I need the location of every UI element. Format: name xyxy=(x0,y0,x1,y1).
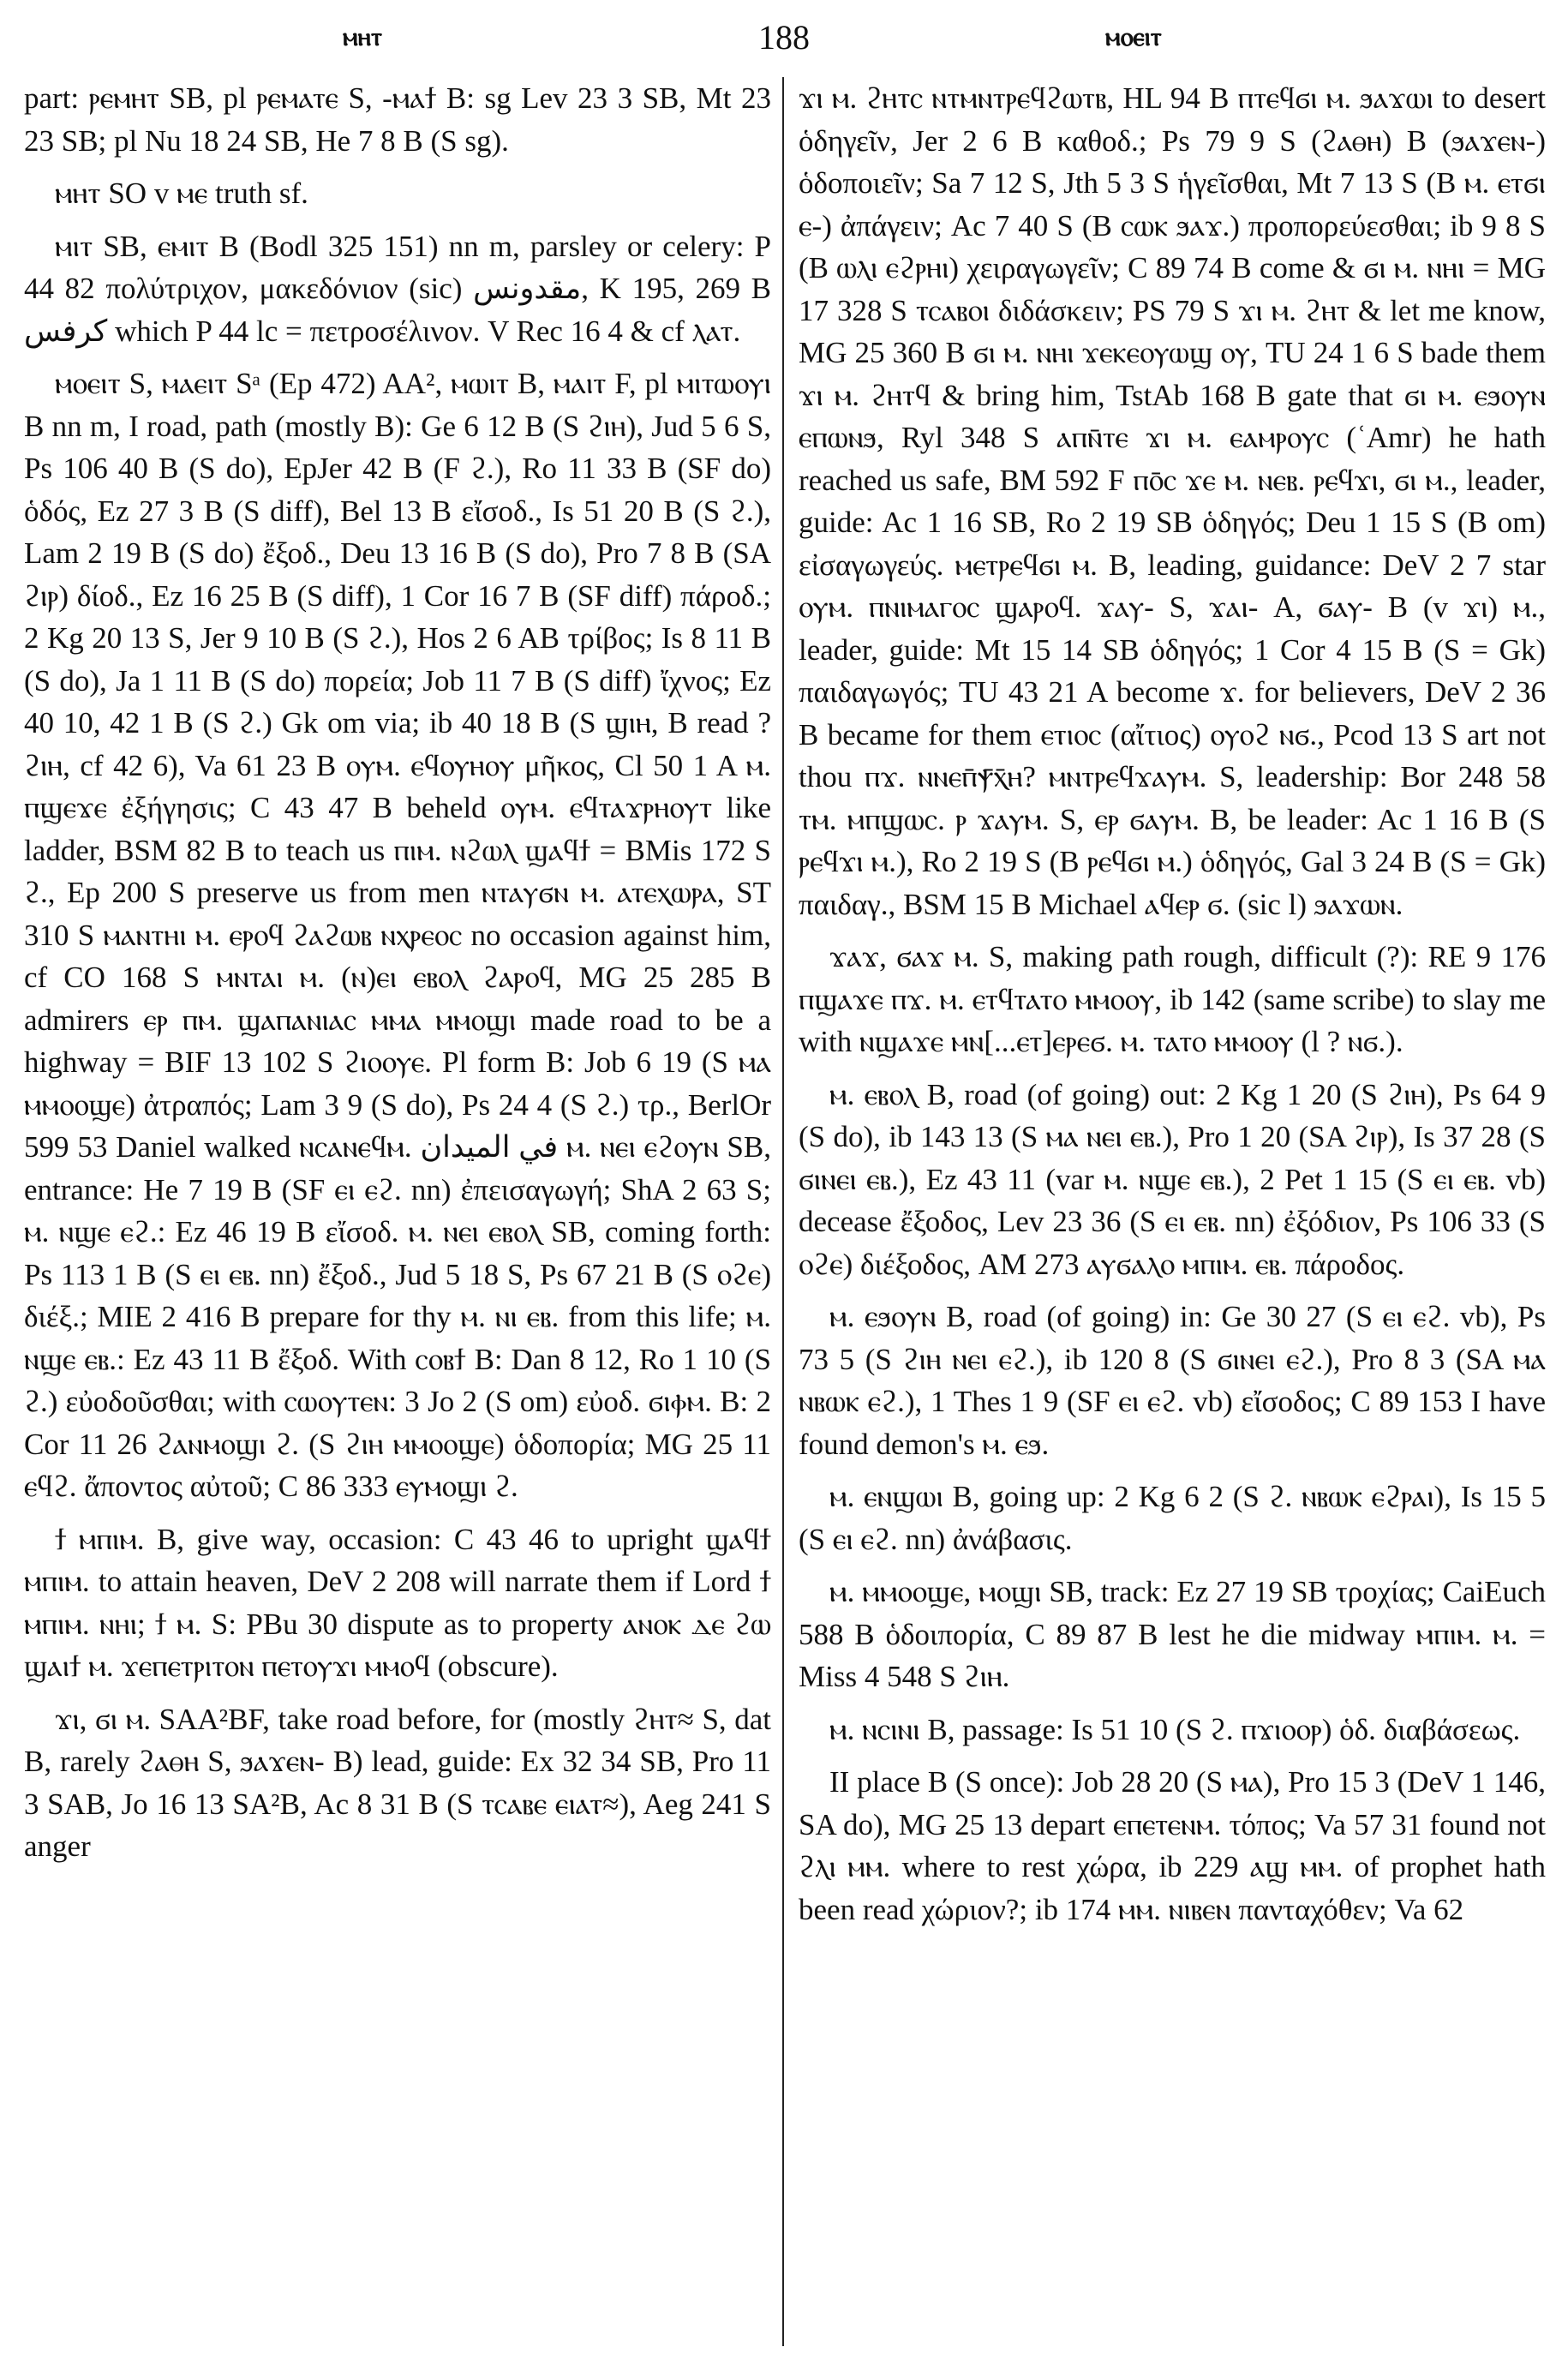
entry-paragraph: part: ⲣⲉⲙⲏⲧ SB, pl ⲣⲉⲙⲁⲧⲉ S, -ⲙⲁϯ B: sg Lev 23 3 SB, Mt 23 23 SB; pl Nu 18 24 SB, He 7 8 B (S sg). xyxy=(24,81,771,158)
running-head-right: ⲙⲟⲉⲓⲧ xyxy=(1105,23,1162,51)
entry-paragraph: ϫⲁϫ, ϭⲁϫ ⲙ. S, making path rough, difficult (?): RE 9 176 ⲡϣⲁϫⲉ ⲡϫ. ⲙ. ⲉⲧϥⲧⲁⲧⲟ ⲙⲙⲟⲟⲩ, ib 142 (same scribe) to slay me with ⲛϣⲁϫⲉ ⲙⲛ[...ⲉⲧ]ⲉⲣⲉϭ. ⲙ. ⲧⲁⲧⲟ ⲙⲙⲟⲟⲩ (l ? ⲛϭ.). xyxy=(799,940,1546,1058)
left-column xyxy=(24,77,771,2348)
page-number: 188 xyxy=(758,18,810,57)
column-divider xyxy=(782,77,784,2346)
entry-paragraph: ⲙ. ⲉⲃⲟⲗ B, road (of going) out: 2 Kg 1 20 (S ϩⲓⲏ), Ps 64 9 (S do), ib 143 13 (S ⲙⲁ ⲛⲉⲓ ⲉⲃ.), Pro 1 20 (SA ϩⲓⲣ), Is 37 28 (S ϭⲓⲛⲉⲓ ⲉⲃ.), Ez 43 11 (var ⲙ. ⲛϣⲉ ⲉⲃ.), 2 Pet 1 15 (S ⲉⲓ ⲉⲃ. vb) decease ἔξοδος, Lev 23 36 (S ⲉⲓ ⲉⲃ. nn) ἐξόδιον, Ps 106 33 (S ⲟϩⲉ) διέξοδος, AM 273 ⲁⲩϭⲁⲗⲟ ⲙⲡⲓⲙ. ⲉⲃ. πάροδος. xyxy=(799,1077,1546,1281)
entry-paragraph: ⲙⲏⲧ SO v ⲙⲉ truth sf. xyxy=(55,177,308,210)
entry-paragraph: ⲙ. ⲉⲛϣⲱⲓ B, going up: 2 Kg 6 2 (S ϩ. ⲛⲃⲱⲕ ⲉϩⲣⲁⲓ), Is 15 5 (S ⲉⲓ ⲉϩ. nn) ἀνάβασις. xyxy=(799,1480,1546,1556)
entry-paragraph: ⲙⲟⲉⲓⲧ S, ⲙⲁⲉⲓⲧ Sᵃ (Ep 472) AA², ⲙⲱⲓⲧ B, ⲙⲁⲓⲧ F, pl ⲙⲓⲧⲱⲟⲩⲓ B nn m, I road, path (mostly B): Ge 6 12 B (S ϩⲓⲏ), Jud 5 6 S, Ps 106 40 B (S do), EpJer 42 B (F ϩ.), Ro 11 33 B (SF do) ὁδός, Ez 27 3 B (S diff), Bel 13 B εἴσοδ., Is 51 20 B (S ϩ.), Lam 2 19 B (S do) ἔξοδ., Deu 13 16 B (S do), Pro 7 8 B (SA ϩⲓⲣ) δίοδ., Ez 16 25 B (S diff), 1 Cor 16 7 B (SF diff) πάροδ.; 2 Kg 20 13 S, Jer 9 10 B (S ϩ.), Hos 2 6 AB τρίβος; Is 8 11 B (S do), Ja 1 11 B (S do) πορεία; Job 11 7 B (S diff) ἴχνος; Ez 40 10, 42 1 B (S ϩ.) Gk om via; ib 40 18 B (S ϣⲓⲏ, B read ? ϩⲓⲏ, cf 42 6), Va 61 23 B ⲟⲩⲙ. ⲉϥⲟⲩⲏⲟⲩ μῆκος, Cl 50 1 A ⲙ. ⲡϣⲉϫⲉ ἐξήγησις; C 43 47 B beheld ⲟⲩⲙ. ⲉϥⲧⲁϫⲣⲏⲟⲩⲧ like ladder, BSM 82 B to teach us ⲡⲓⲙ. ⲛϩⲱⲗ ϣⲁϥϯ = BMis 172 S ϩ., Ep 200 S preserve us from men ⲛⲧⲁⲩϭⲛ ⲙ. ⲁⲧⲉⲭⲱⲣⲁ, ST 310 S ⲙⲁⲛⲧⲏⲓ ⲙ. ⲉⲣⲟϥ ϩⲁϩⲱⲃ ⲛⲭⲣⲉⲟⲥ no occasion against him, cf CO 168 S ⲙⲛⲧⲁⲓ ⲙ. (ⲛ)ⲉⲓ ⲉⲃⲟⲗ ϩⲁⲣⲟϥ, MG 25 285 B admirers ⲉⲣ ⲡⲙ. ϣⲁⲡⲁⲛⲓⲁⲥ ⲙⲙⲁ ⲙⲙⲟϣⲓ made road to be a highway = BIF 13 102 S ϩⲓⲟⲟⲩⲉ. Pl form B: Job 6 19 (S ⲙⲁ ⲙⲙⲟⲟϣⲉ) ἀτραπός; Lam 3 9 (S do), Ps 24 4 (S ϩ.) τρ., BerlOr 599 53 Daniel walked ⲛⲥⲁⲛⲉϥⲙ. في الميدان ⲙ. ⲛⲉⲓ ⲉϩⲟⲩⲛ SB, entrance: He 7 19 B (SF ⲉⲓ ⲉϩ. nn) ἐπεισαγωγή; ShA 2 63 S; ⲙ. ⲛϣⲉ ⲉϩ.: Ez 46 19 B εἴσοδ. ⲙ. ⲛⲉⲓ ⲉⲃⲟⲗ SB, coming forth: Ps 113 1 B (S ⲉⲓ ⲉⲃ. nn) ἔξοδ., Jud 5 18 S, Ps 67 21 B (S ⲟϩⲉ) διέξ.; MIE 2 416 B prepare for thy ⲙ. ⲛⲓ ⲉⲃ. from this life; ⲙ. ⲛϣⲉ ⲉⲃ.: Ez 43 11 B ἔξοδ. With ⲥⲟⲃϯ B: Dan 8 12, Ro 1 10 (S ϩ.) εὐοδοῦσθαι; with ⲥⲱⲟⲩⲧⲉⲛ: 3 Jo 2 (S om) εὐοδ. ϭⲓⲫⲙ. B: 2 Cor 11 26 ϩⲁⲛⲙⲟϣⲓ ϩ. (S ϩⲓⲏ ⲙⲙⲟⲟϣⲉ) ὁδοπορία; MG 25 11 ⲉϥϩ. ἄποντος αὐτοῦ; C 86 333 ⲉⲩⲙⲟϣⲓ ϩ. xyxy=(24,367,771,1503)
entry-paragraph: ϫⲓ, ϭⲓ ⲙ. SAA²BF, take road before, for (mostly ϩⲏⲧ≈ S, dat B, rarely ϩⲁⲑⲏ S, ϧⲁϫⲉⲛ- B) lead, guide: Ex 32 34 SB, Pro 11 3 SAB, Jo 16 13 SA²B, Ac 8 31 B (S ⲧⲥⲁⲃⲉ ⲉⲓⲁⲧ≈), Aeg 241 S anger xyxy=(24,1702,771,1863)
right-column xyxy=(799,77,1546,2348)
entry-paragraph: ⲙ. ⲛⲥⲓⲛⲓ B, passage: Is 51 10 (S ϩ. ⲡϫⲓⲟⲟⲣ) ὁδ. διαβάσεως. xyxy=(829,1712,1521,1746)
entry-paragraph: ϫⲓ ⲙ. ϩⲏⲧⲥ ⲛⲧⲙⲛⲧⲣⲉϥϩⲱⲧⲃ, HL 94 B ⲡⲧⲉϥϭⲓ ⲙ. ϧⲁϫⲱⲓ to desert ὁδηγεῖν, Jer 2 6 B καθοδ.; Ps 79 9 S (ϩⲁⲑⲏ) B (ϧⲁϫⲉⲛ-) ὁδοποιεῖν; Sa 7 12 S, Jth 5 3 S ἡγεῖσθαι, Mt 7 13 S (B ⲙ. ⲉⲧϭⲓ ⲉ-) ἀπάγειν; Ac 7 40 S (B ⲥⲱⲕ ϧⲁϫ.) προπορεύεσθαι; ib 9 8 S (B ⲱⲗⲓ ⲉϩⲣⲏⲓ) χειραγωγεῖν; C 89 74 B come & ϭⲓ ⲙ. ⲛⲏⲓ = MG 17 328 S ⲧⲥⲁⲃⲟⲓ διδάσκειν; PS 79 S ϫⲓ ⲙ. ϩⲏⲧ & let me know, MG 25 360 B ϭⲓ ⲙ. ⲛⲏⲓ ϫⲉⲕⲉⲟⲩⲱϣ ⲟⲩ, TU 24 1 6 S bade them ϫⲓ ⲙ. ϩⲏⲧϥ & bring him, TstAb 168 B gate that ϭⲓ ⲙ. ⲉϧⲟⲩⲛ ⲉⲡⲱⲛϧ, Ryl 348 S ⲁⲡⲛ̄ⲧⲉ ϫⲓ ⲙ. ⲉⲁⲙⲣⲟⲩⲥ (ʿAmr) he hath reached us safe, BM 592 F ⲡⲟ̄ⲥ ϫⲉ ⲙ. ⲛⲉⲃ. ⲣⲉϥϫⲓ, ϭⲓ ⲙ., leader, guide: Ac 1 16 SB, Ro 2 19 SB ὁδηγός; Deu 1 15 S (B om) εἰσαγωγεύς. ⲙⲉⲧⲣⲉϥϭⲓ ⲙ. B, leading, guidance: DeV 2 7 star ⲟⲩⲙ. ⲡⲛⲓⲙⲁⲅⲟⲥ ϣⲁⲣⲟϥ. ϫⲁⲩ- S, ϫⲁⲓ- A, ϭⲁⲩ- B (v ϫⲓ) ⲙ., leader, guide: Mt 15 14 SB ὁδηγός; 1 Cor 4 15 B (S = Gk) παιδαγωγός; TU 43 21 A become ϫ. for believers, DeV 2 36 B became for them ⲉⲧⲓⲟⲥ (αἴτιος) ⲟⲩⲟϩ ⲛϭ., Pcod 13 S art not thou ⲡϫ. ⲛⲛⲉⲡ̄ⲯ̄ⲭ̄ⲏ? ⲙⲛⲧⲣⲉϥϫⲁⲩⲙ. S, leadership: Bor 248 58 ⲧⲙ. ⲙⲡϣⲱⲥ. ⲣ ϫⲁⲩⲙ. S, ⲉⲣ ϭⲁⲩⲙ. B, be leader: Ac 1 16 B (S ⲣⲉϥϫⲓ ⲙ.), Ro 2 19 S (B ⲣⲉϥϭⲓ ⲙ.) ὁδηγός, Gal 3 24 B (S = Gk) παιδαγ., BSM 15 B Michael ⲁϥⲉⲣ ϭ. (sic l) ϧⲁϫⲱⲛ. xyxy=(799,81,1546,921)
entry-paragraph: ϯ ⲙⲡⲓⲙ. B, give way, occasion: C 43 46 to upright ϣⲁϥϯ ⲙⲡⲓⲙ. to attain heaven, DeV 2 208 will narrate them if Lord ϯ ⲙⲡⲓⲙ. ⲛⲏⲓ; ϯ ⲙ. S: PBu 30 dispute as to property ⲁⲛⲟⲕ ⲇⲉ ϩⲱ ϣⲁⲓϯ ⲙ. ϫⲉⲡⲉⲧⲣⲓⲧⲟⲛ ⲡⲉⲧⲟⲩϫⲓ ⲙⲙⲟϥ (obscure). xyxy=(24,1522,771,1683)
entry-paragraph: ⲙ. ⲉϧⲟⲩⲛ B, road (of going) in: Ge 30 27 (S ⲉⲓ ⲉϩ. vb), Ps 73 5 (S ϩⲓⲏ ⲛⲉⲓ ⲉϩ.), ib 120 8 (S ϭⲓⲛⲉⲓ ⲉϩ.), Pro 8 3 (SA ⲙⲁ ⲛⲃⲱⲕ ⲉϩ.), 1 Thes 1 9 (SF ⲉⲓ ⲉϩ. vb) εἴσοδος; C 89 153 I have found demon's ⲙ. ⲉϧ. xyxy=(799,1300,1546,1461)
entry-paragraph: ⲙ. ⲙⲙⲟⲟϣⲉ, ⲙⲟϣⲓ SB, track: Ez 27 19 SB τροχίας; CaiEuch 588 B ὁδοιπορία, C 89 87 B lest he die midway ⲙⲡⲓⲙ. ⲙ. = Miss 4 548 S ϩⲓⲏ. xyxy=(799,1575,1546,1693)
entry-paragraph: ⲙⲓⲧ SB, ⲉⲙⲓⲧ B (Bodl 325 151) nn m, parsley or celery: P 44 82 πολύτριχον, μακεδόνιον (sic) مقدونس, K 195, 269 B كرفس which P 44 lc = πετροσέλινον. V Rec 16 4 & cf ⲗⲁⲧ. xyxy=(24,229,771,348)
entry-paragraph: II place B (S once): Job 28 20 (S ⲙⲁ), Pro 15 3 (DeV 1 146, SA do), MG 25 13 depart ⲉⲡⲉⲧⲉⲛⲙ. τόπος; Va 57 31 found not ϩⲗⲓ ⲙⲙ. where to rest χώρα, ib 229 ⲁϣ ⲙⲙ. of prophet hath been read χώριον?; ib 174 ⲙⲙ. ⲛⲓⲃⲉⲛ πανταχόθεν; Va 62 xyxy=(799,1765,1546,1926)
running-head-left: ⲙⲏⲧ xyxy=(343,23,382,51)
